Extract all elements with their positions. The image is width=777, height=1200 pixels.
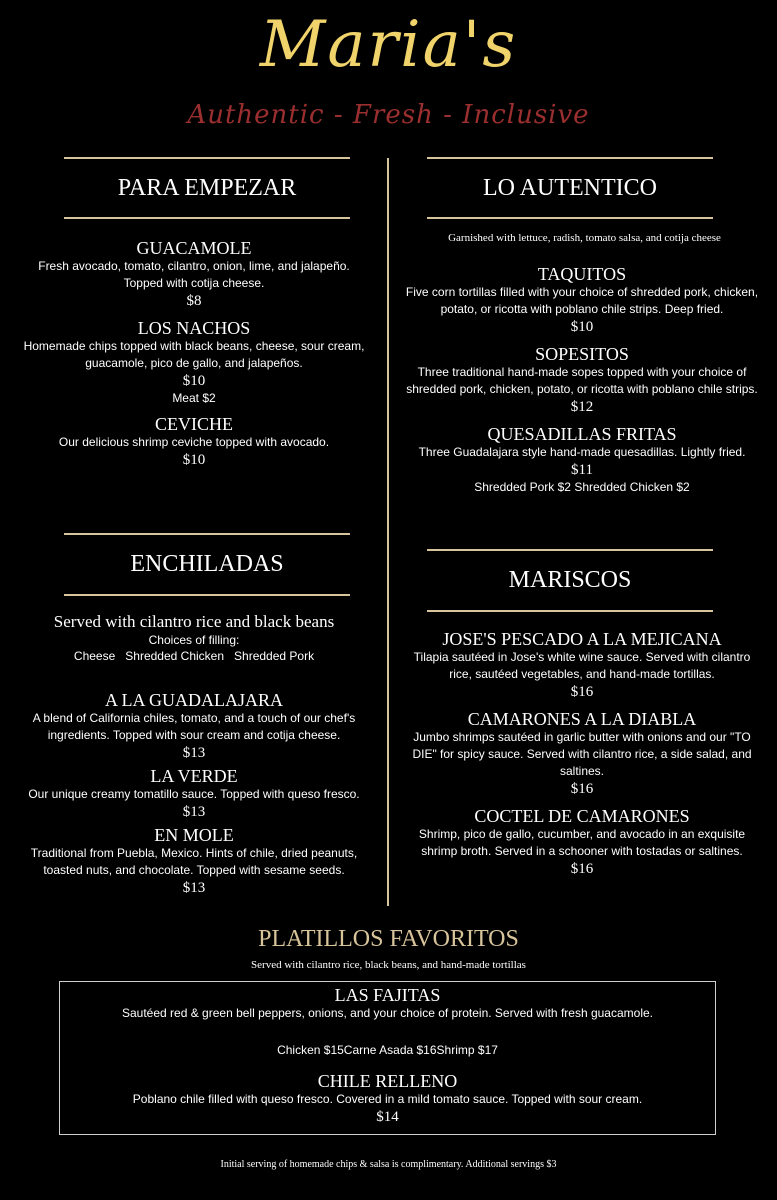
item-price: $13 xyxy=(182,880,206,896)
item-description: Sautéed red & green bell peppers, onions, and your choice of protein. Served with fresh guacamole. xyxy=(122,1006,653,1020)
filling-options: Cheese Shredded Chicken Shredded Pork xyxy=(73,649,315,663)
lo-autentico-list xyxy=(404,264,760,503)
item-name: GUACAMOLE xyxy=(136,238,252,258)
item-description: Poblano chile filled with queso fresco. Covered in a mild tomato sauce. Topped with sour cream. xyxy=(132,1092,643,1106)
item-description: Five corn tortillas filled with your choice of shredded pork, chicken, potato, or ricotta with poblano chile strips. Deep fried. xyxy=(405,285,759,316)
divider-rule xyxy=(427,610,713,612)
item-description: A blend of California chiles, tomato, and a touch of our chef's ingredients. Topped with sour cream and cotija cheese. xyxy=(32,711,356,742)
item-price: $10 xyxy=(182,452,206,468)
item-description: Fresh avocado, tomato, cilantro, onion, lime, and jalapeño. Topped with cotija cheese. xyxy=(38,259,350,290)
divider-rule xyxy=(64,217,350,219)
item-description: Jumbo shrimps sautéed in garlic butter with onions and our "TO DIE" for spicy sauce. Served with cilantro rice, a side salad, and saltines. xyxy=(412,730,752,778)
menu-item-ceviche xyxy=(18,414,370,469)
section-title-mariscos: MARISCOS xyxy=(508,567,632,593)
menu-item-coctel-de-camarones xyxy=(404,806,760,878)
item-description: Shrimp, pico de gallo, cucumber, and avocado in an exquisite shrimp broth. Served in a schooner with tostadas or saltines. xyxy=(418,827,746,858)
item-name-chile-relleno: CHILE RELLENO xyxy=(317,1071,458,1091)
item-price: $10 xyxy=(570,319,594,335)
menu-item-taquitos xyxy=(404,264,760,336)
item-name: EN MOLE xyxy=(154,825,234,845)
favorites-box xyxy=(59,981,716,1135)
item-description: Homemade chips topped with black beans, cheese, sour cream, guacamole, pico de gallo, and jalapeños. xyxy=(23,339,365,370)
item-name: TAQUITOS xyxy=(537,264,627,284)
item-name: CAMARONES A LA DIABLA xyxy=(467,709,697,729)
section-title-lo-autentico: LO AUTENTICO xyxy=(483,175,657,201)
menu-item-camarones-a-la-diabla xyxy=(404,709,760,798)
item-name: SOPESITOS xyxy=(535,344,629,364)
menu-item-quesadillas-fritas xyxy=(404,424,760,495)
item-description: Our unique creamy tomatillo sauce. Topped with queso fresco. xyxy=(28,787,360,801)
divider-rule xyxy=(64,157,350,159)
divider-rule xyxy=(64,594,350,596)
item-name: JOSE'S PESCADO A LA MEJICANA xyxy=(442,629,722,649)
served-with-text: Served with cilantro rice and black beans xyxy=(53,612,335,631)
item-addon: Shredded Pork $2 Shredded Chicken $2 xyxy=(474,480,690,494)
menu-item-la-verde xyxy=(22,766,366,821)
item-description: Tilapia sautéed in Jose's white wine sauce. Served with cilantro rice, sautéed vegetables, and hand-made tortillas. xyxy=(413,650,751,681)
item-description: Three Guadalajara style hand-made quesadillas. Lightly fried. xyxy=(418,445,746,459)
protein-options xyxy=(60,1042,715,1059)
item-name-las-fajitas: LAS FAJITAS xyxy=(334,985,441,1005)
item-price: $16 xyxy=(570,861,594,877)
item-addon: Meat $2 xyxy=(172,391,216,405)
item-name: A LA GUADALAJARA xyxy=(104,690,283,710)
item-price: $8 xyxy=(186,293,202,309)
restaurant-logo-title: Maria's xyxy=(259,8,518,82)
item-description: Three traditional hand-made sopes topped with your choice of shredded pork, chicken, potato, or ricotta with poblano chile strips. xyxy=(406,365,758,396)
divider-rule xyxy=(427,217,713,219)
menu-item-los-nachos xyxy=(18,318,370,406)
menu-item-pescado-a-la-mejicana xyxy=(404,629,760,701)
item-name: CEVICHE xyxy=(155,414,233,434)
item-price: $11 xyxy=(571,462,593,478)
divider-rule xyxy=(427,549,713,551)
footer-note: Initial serving of homemade chips & salsa is complimentary. Additional servings $3 xyxy=(220,1159,557,1170)
item-description: Traditional from Puebla, Mexico. Hints of chile, dried peanuts, toasted nuts, and chocolate. Topped with sesame seeds. xyxy=(30,846,358,877)
menu-item-en-mole xyxy=(22,825,366,897)
section-title-enchiladas: ENCHILADAS xyxy=(130,551,284,577)
item-price: $12 xyxy=(570,399,594,415)
section-subtitle: Served with cilantro rice, black beans, and hand-made tortillas xyxy=(251,959,526,971)
item-price: $13 xyxy=(182,804,206,820)
section-title-para-empezar: PARA EMPEZAR xyxy=(117,175,297,201)
item-name: LA VERDE xyxy=(150,766,238,786)
item-description: Our delicious shrimp ceviche topped with avocado. xyxy=(58,435,330,449)
option-shrimp: Shrimp $17 xyxy=(436,1043,498,1057)
section-subtitle: Garnished with lettuce, radish, tomato salsa, and cotija cheese xyxy=(448,232,721,244)
item-price: $13 xyxy=(182,745,206,761)
enchiladas-list xyxy=(22,690,366,905)
menu-item-a-la-guadalajara xyxy=(22,690,366,762)
item-price: $10 xyxy=(182,373,206,389)
menu-item-guacamole xyxy=(18,238,370,310)
filling-label: Choices of filling: xyxy=(148,633,240,647)
tagline: Authentic - Fresh - Inclusive xyxy=(187,100,590,130)
item-name: QUESADILLAS FRITAS xyxy=(487,424,677,444)
menu-item-sopesitos xyxy=(404,344,760,416)
divider-rule xyxy=(427,157,713,159)
item-name: COCTEL DE CAMARONES xyxy=(474,806,690,826)
divider-rule xyxy=(64,533,350,535)
para-empezar-list xyxy=(18,238,370,477)
item-price: $16 xyxy=(570,684,594,700)
section-title-platillos-favoritos: PLATILLOS FAVORITOS xyxy=(258,926,519,952)
column-divider xyxy=(387,158,389,906)
mariscos-list xyxy=(404,629,760,886)
option-chicken: Chicken $15 xyxy=(277,1043,344,1057)
item-name: LOS NACHOS xyxy=(137,318,251,338)
option-carne-asada: Carne Asada $16 xyxy=(343,1043,437,1057)
item-price: $14 xyxy=(376,1109,399,1125)
enchiladas-intro xyxy=(14,612,374,664)
item-price: $16 xyxy=(570,781,594,797)
